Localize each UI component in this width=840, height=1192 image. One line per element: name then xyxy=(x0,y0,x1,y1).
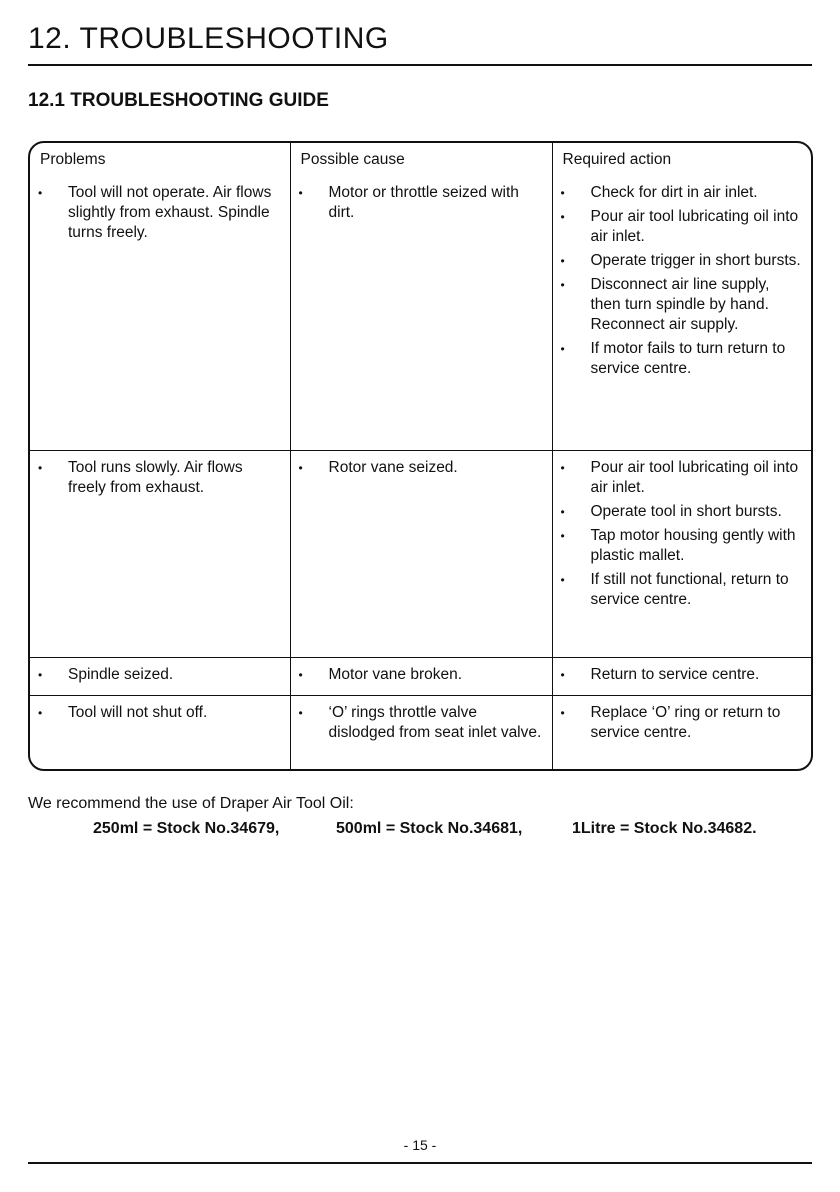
action-item: • Tap motor housing gently with plastic mallet. xyxy=(561,526,804,566)
table-header-row xyxy=(30,143,811,176)
section-heading: 12.1 TROUBLESHOOTING GUIDE xyxy=(28,90,329,111)
cause-cell xyxy=(290,451,552,658)
problem-text: • Spindle seized. xyxy=(38,665,282,685)
action-cell xyxy=(552,658,811,696)
title-divider xyxy=(28,64,812,66)
problem-cell xyxy=(30,176,290,451)
table-row xyxy=(30,696,811,770)
page-number: - 15 - xyxy=(403,1137,437,1153)
oil-recommendation: We recommend the use of Draper Air Tool Oil: xyxy=(28,795,354,812)
cause-text: • Motor or throttle seized with dirt. xyxy=(299,183,544,223)
cause-text: • Motor vane broken. xyxy=(299,665,544,685)
cause-text: • ‘O’ rings throttle valve dislodged from seat inlet valve. xyxy=(299,703,544,743)
troubleshooting-table xyxy=(28,141,813,771)
action-item: • Pour air tool lubricating oil into air inlet. xyxy=(561,207,804,247)
problem-text: • Tool runs slowly. Air flows freely from exhaust. xyxy=(38,458,282,498)
cause-cell xyxy=(290,176,552,451)
problem-cell xyxy=(30,451,290,658)
stock-number-250ml: 250ml = Stock No.34679, xyxy=(93,820,280,837)
page-title: 12. TROUBLESHOOTING xyxy=(28,22,389,55)
problem-text: • Tool will not shut off. xyxy=(38,703,282,723)
problem-text: • Tool will not operate. Air flows slightly from exhaust. Spindle turns freely. xyxy=(38,183,282,243)
stock-numbers xyxy=(93,820,757,838)
table-row xyxy=(30,176,811,451)
table-row xyxy=(30,658,811,696)
action-cell xyxy=(552,451,811,658)
action-cell xyxy=(552,696,811,770)
footer-divider xyxy=(28,1162,812,1164)
header-required-action: Required action xyxy=(562,151,672,168)
stock-number-1litre: 1Litre = Stock No.34682. xyxy=(572,820,757,837)
problem-cell xyxy=(30,696,290,770)
action-item: • If still not functional, return to service centre. xyxy=(561,570,804,610)
action-item: • Replace ‘O’ ring or return to service centre. xyxy=(561,703,804,743)
action-cell xyxy=(552,176,811,451)
action-item: • Pour air tool lubricating oil into air inlet. xyxy=(561,458,804,498)
cause-cell xyxy=(290,696,552,770)
action-item: • Disconnect air line supply, then turn spindle by hand. Reconnect air supply. xyxy=(561,275,804,335)
action-item: • Operate trigger in short bursts. xyxy=(561,251,804,271)
header-problems: Problems xyxy=(30,143,290,176)
header-possible-cause: Possible cause xyxy=(290,143,552,176)
action-item: • If motor fails to turn return to service centre. xyxy=(561,339,804,379)
cause-cell xyxy=(290,658,552,696)
action-item: • Check for dirt in air inlet. xyxy=(561,183,804,203)
action-item: • Return to service centre. xyxy=(561,665,804,685)
problem-cell xyxy=(30,658,290,696)
stock-number-500ml: 500ml = Stock No.34681, xyxy=(336,820,523,837)
action-item: • Operate tool in short bursts. xyxy=(561,502,804,522)
cause-text: • Rotor vane seized. xyxy=(299,458,544,478)
table-row xyxy=(30,451,811,658)
